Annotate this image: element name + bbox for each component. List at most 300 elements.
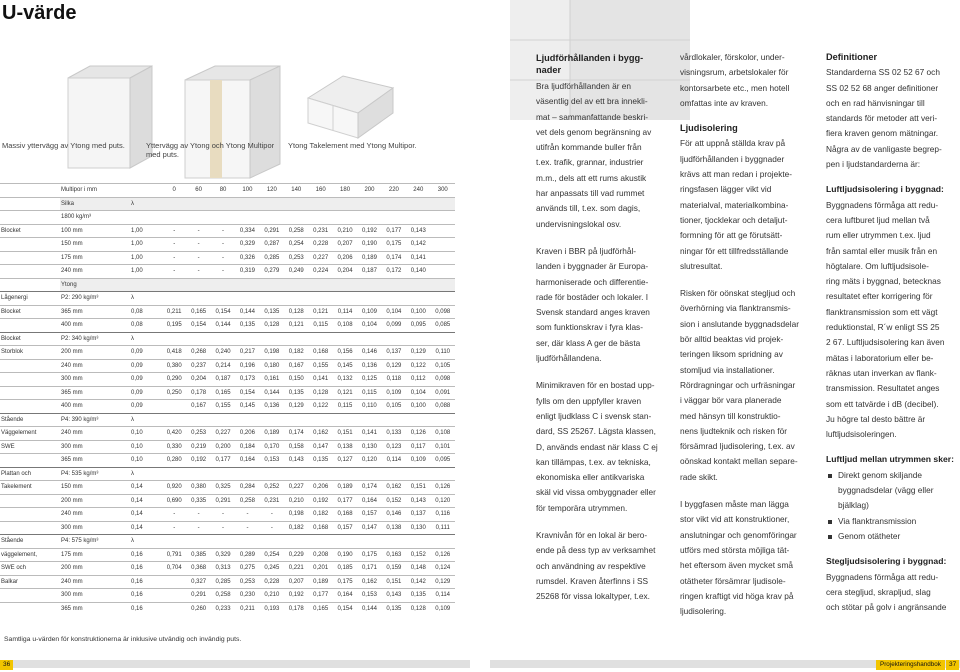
table-cell — [0, 508, 60, 522]
table-cell — [186, 413, 210, 427]
table-cell: Storblok — [0, 346, 60, 360]
table-cell: 0,115 — [333, 400, 357, 414]
text-line: överhörning via flanktransmis- — [680, 303, 791, 314]
text-line: och en rad hänvisningar till — [826, 97, 925, 108]
text-line: stor vikt vid att konstruktioner, — [680, 514, 790, 525]
table-cell: 175 mm — [60, 548, 130, 562]
figure-caption: Yttervägg av Ytong och Ytong Multipor med puts. — [146, 141, 275, 159]
table-cell: 0,175 — [382, 238, 406, 252]
table-cell — [333, 197, 357, 211]
paragraph — [536, 79, 668, 232]
table-cell — [308, 535, 332, 549]
table-cell: Väggelement — [0, 427, 60, 441]
table-cell: 0,187 — [211, 373, 235, 387]
table-cell — [0, 589, 60, 603]
table-cell: 0,174 — [357, 481, 381, 495]
table-cell: 0,114 — [333, 305, 357, 319]
table-cell — [430, 467, 455, 481]
table-cell: 150 mm — [60, 238, 130, 252]
table-cell: 0,14 — [130, 508, 162, 522]
table-cell: 0,088 — [430, 400, 455, 414]
table-cell — [382, 413, 406, 427]
paragraph — [826, 570, 960, 616]
table-row — [0, 562, 455, 576]
table-cell: - — [211, 521, 235, 535]
table-cell: 0,284 — [235, 481, 259, 495]
table-cell — [357, 467, 381, 481]
table-cell — [260, 292, 284, 306]
table-cell: 0,192 — [308, 494, 332, 508]
table-cell: 0,177 — [382, 224, 406, 238]
table-cell: 0,154 — [211, 305, 235, 319]
text-line: SS 02 52 68 anger definitioner — [826, 82, 939, 93]
table-cell — [235, 332, 259, 346]
table-cell — [308, 413, 332, 427]
table-cell: 0,168 — [333, 508, 357, 522]
table-cell — [357, 278, 381, 292]
table-cell — [406, 197, 430, 211]
table-cell — [186, 292, 210, 306]
table-cell: 0,210 — [284, 494, 308, 508]
table-cell — [333, 211, 357, 225]
table-cell: 0,161 — [260, 373, 284, 387]
table-cell: 0,189 — [260, 427, 284, 441]
table-cell: 0,16 — [130, 562, 162, 576]
table-cell: 0,104 — [382, 305, 406, 319]
table-cell: Plattan och — [0, 467, 60, 481]
table-cell: 0,289 — [235, 548, 259, 562]
table-cell — [162, 197, 186, 211]
table-cell — [382, 278, 406, 292]
text-line: materialval, materialkombina- — [680, 199, 789, 210]
table-cell — [284, 278, 308, 292]
table-cell: 0,14 — [130, 494, 162, 508]
table-cell: 0,195 — [162, 319, 186, 333]
table-cell: 0,170 — [260, 440, 284, 454]
table-cell — [382, 211, 406, 225]
paragraph — [680, 136, 812, 274]
table-cell: 0,210 — [333, 224, 357, 238]
table-cell — [211, 211, 235, 225]
table-cell — [430, 251, 455, 265]
table-cell — [0, 211, 60, 225]
table-cell: 0,192 — [357, 224, 381, 238]
table-cell: 0,253 — [186, 427, 210, 441]
table-cell — [406, 278, 430, 292]
table-cell — [162, 602, 186, 616]
table-cell: 0,290 — [162, 373, 186, 387]
text-line: Byggnadens förmåga att redu- — [826, 571, 939, 582]
table-cell: 0,231 — [308, 224, 332, 238]
table-cell: 120 — [260, 184, 284, 198]
text-line: ende på dess typ av verksamhet — [536, 545, 656, 556]
table-cell: - — [186, 508, 210, 522]
table-cell: 0,159 — [382, 562, 406, 576]
table-cell: 0,16 — [130, 575, 162, 589]
table-cell: 0,08 — [130, 319, 162, 333]
table-row — [0, 224, 455, 238]
table-cell: 0,136 — [260, 400, 284, 414]
text-line: t.ex. trafik, grannar, industrier — [536, 157, 644, 168]
table-row — [0, 305, 455, 319]
table-cell: 0,145 — [235, 400, 259, 414]
table-cell: 240 mm — [60, 359, 130, 373]
table-cell: 0,128 — [308, 386, 332, 400]
table-cell: 0,129 — [382, 359, 406, 373]
table-cell: 0,254 — [260, 548, 284, 562]
table-cell: 0,275 — [235, 562, 259, 576]
table-cell: 0,135 — [406, 589, 430, 603]
table-cell: 0,227 — [308, 251, 332, 265]
table-row — [0, 278, 455, 292]
table-cell: 0,157 — [333, 521, 357, 535]
table-cell: λ — [130, 467, 162, 481]
table-cell: 0,177 — [308, 589, 332, 603]
table-cell: 0,245 — [260, 562, 284, 576]
paragraph — [826, 198, 960, 443]
table-cell: 300 mm — [60, 440, 130, 454]
subheading: Luftljud mellan utrymmen sker: — [826, 454, 954, 465]
table-cell: 0,704 — [162, 562, 186, 576]
table-cell: 60 — [186, 184, 210, 198]
paragraph — [680, 497, 812, 619]
table-cell: 0,206 — [308, 481, 332, 495]
table-cell: 0,155 — [308, 359, 332, 373]
text-line: flanktransmission som ett vägt — [826, 306, 938, 317]
text-line: Minimikraven för en bostad upp- — [536, 380, 655, 391]
table-cell — [260, 467, 284, 481]
text-line: mat – sammanfattande beskri- — [536, 111, 649, 122]
table-cell: - — [186, 238, 210, 252]
table-cell — [0, 373, 60, 387]
text-column-3 — [826, 50, 960, 615]
table-cell: 0,253 — [284, 251, 308, 265]
table-cell: 0,190 — [333, 548, 357, 562]
table-cell: 0,175 — [333, 575, 357, 589]
table-row — [0, 427, 455, 441]
table-cell: 0,140 — [406, 265, 430, 279]
table-cell: 0,165 — [308, 602, 332, 616]
table-cell: - — [260, 521, 284, 535]
text-line: I byggfasen måste man lägga — [680, 499, 789, 510]
table-cell: 0,085 — [430, 319, 455, 333]
text-line: Risken för oönskat stegljud och — [680, 288, 796, 299]
text-line: Bra ljudförhållanden är en — [536, 81, 632, 91]
text-line: Några av de vanligaste begrep- — [826, 143, 942, 154]
table-cell: 0,330 — [162, 440, 186, 454]
table-cell: 0,690 — [162, 494, 186, 508]
table-cell — [162, 278, 186, 292]
table-cell — [357, 211, 381, 225]
table-cell: 0,141 — [406, 251, 430, 265]
table-cell: 0,178 — [284, 602, 308, 616]
list-item: Genom otätheter — [826, 529, 960, 544]
text-line: Svensk standard anges kraven — [536, 307, 650, 318]
table-cell: 0,138 — [382, 521, 406, 535]
text-line: och användning av respektive — [536, 560, 646, 571]
table-cell: 0,09 — [130, 346, 162, 360]
table-cell: 0,385 — [186, 548, 210, 562]
table-cell — [0, 238, 60, 252]
table-cell: 0,151 — [406, 481, 430, 495]
table-cell — [130, 211, 162, 225]
table-cell: 0,204 — [186, 373, 210, 387]
table-cell: 0,198 — [284, 508, 308, 522]
section-heading: Ljudförhållanden i bygg- nader — [536, 53, 644, 75]
table-cell: 0,108 — [333, 319, 357, 333]
text-column-2 — [680, 50, 812, 619]
table-cell: 300 mm — [60, 521, 130, 535]
table-cell: 0,162 — [357, 575, 381, 589]
text-line: ringen kraftigt vid höga krav på — [680, 590, 794, 601]
table-cell — [284, 197, 308, 211]
table-cell: 0,137 — [382, 346, 406, 360]
table-cell — [162, 575, 186, 589]
table-cell: 0,115 — [357, 386, 381, 400]
text-line: rade för bostäder och lokaler. I — [536, 291, 649, 302]
table-cell: 0,229 — [284, 548, 308, 562]
table-cell: 1,00 — [130, 224, 162, 238]
table-cell — [284, 292, 308, 306]
table-cell — [284, 332, 308, 346]
table-cell: λ — [130, 197, 162, 211]
table-cell — [308, 278, 332, 292]
table-cell: P2: 290 kg/m³ — [60, 292, 130, 306]
table-cell — [162, 292, 186, 306]
table-cell: 300 — [430, 184, 455, 198]
table-cell — [0, 184, 60, 198]
table-cell: 80 — [211, 184, 235, 198]
text-line: undervisningslokal osv. — [536, 218, 622, 229]
table-cell — [382, 197, 406, 211]
table-cell: Blocket — [0, 305, 60, 319]
table-cell: 0,101 — [430, 440, 455, 454]
table-cell: 0,171 — [357, 562, 381, 576]
table-cell — [0, 278, 60, 292]
table-cell: P4: 535 kg/m³ — [60, 467, 130, 481]
table-cell — [235, 278, 259, 292]
table-cell: 0,137 — [406, 508, 430, 522]
table-cell: λ — [130, 535, 162, 549]
table-cell: 0,143 — [406, 494, 430, 508]
table-cell: 0,120 — [430, 494, 455, 508]
table-cell: 0,211 — [235, 602, 259, 616]
table-row — [0, 319, 455, 333]
table-row — [0, 602, 455, 616]
table-cell: 0,10 — [130, 440, 162, 454]
table-cell: 0,142 — [406, 238, 430, 252]
table-row — [0, 400, 455, 414]
table-cell — [0, 400, 60, 414]
table-cell: 0,228 — [308, 238, 332, 252]
table-cell: 0,115 — [308, 319, 332, 333]
table-cell: 0,144 — [235, 305, 259, 319]
table-cell — [430, 238, 455, 252]
table-row — [0, 413, 455, 427]
table-cell: 0,175 — [357, 548, 381, 562]
text-line: Ju högre tal desto bättre är — [826, 413, 926, 424]
table-cell: 0,126 — [430, 481, 455, 495]
text-line: som ett tatvärde i dB (decibel). — [826, 398, 939, 409]
table-cell: 0,145 — [333, 359, 357, 373]
table-cell — [430, 278, 455, 292]
table-cell — [333, 413, 357, 427]
paragraph — [536, 378, 668, 516]
table-cell: λ — [130, 332, 162, 346]
table-cell: - — [211, 251, 235, 265]
text-line: enligt ljudklass C i svensk stan- — [536, 410, 652, 421]
table-cell — [235, 197, 259, 211]
table-cell: 0,141 — [308, 373, 332, 387]
table-cell — [162, 467, 186, 481]
table-cell: 0,368 — [186, 562, 210, 576]
table-cell: 0,123 — [382, 440, 406, 454]
table-cell — [406, 467, 430, 481]
table-cell — [333, 278, 357, 292]
table-cell: 0,150 — [284, 373, 308, 387]
table-cell — [308, 467, 332, 481]
text-column-1 — [536, 52, 668, 605]
table-cell — [260, 535, 284, 549]
table-cell: 0,167 — [284, 359, 308, 373]
table-cell: 1,00 — [130, 251, 162, 265]
subheading: Luftljudsisolering i byggnad: — [826, 184, 944, 195]
text-line: används till, t.ex. som dagis, — [536, 203, 641, 214]
table-row — [0, 211, 455, 225]
table-cell — [406, 211, 430, 225]
table-cell — [430, 535, 455, 549]
table-cell — [284, 467, 308, 481]
text-line: harmoniserade och differentie- — [536, 276, 649, 287]
table-cell: 0,334 — [235, 224, 259, 238]
table-cell: - — [186, 251, 210, 265]
table-cell — [0, 386, 60, 400]
table-cell: - — [211, 238, 235, 252]
table-cell: 200 mm — [60, 346, 130, 360]
table-cell — [235, 211, 259, 225]
table-cell — [284, 535, 308, 549]
table-row — [0, 265, 455, 279]
table-cell: Balkar — [0, 575, 60, 589]
table-cell: 0,114 — [430, 589, 455, 603]
table-cell: 0,189 — [333, 481, 357, 495]
table-cell: 0,146 — [357, 346, 381, 360]
table-row — [0, 508, 455, 522]
text-line: landen i byggnader är Europa- — [536, 261, 649, 272]
text-line: luftljudsisoleringen. — [826, 429, 897, 440]
page-title-left: U-värde — [2, 2, 77, 24]
table-cell: 0,153 — [260, 454, 284, 468]
text-line: vet dels genom begränsning av — [536, 126, 652, 137]
table-cell: 0,154 — [235, 386, 259, 400]
table-row — [0, 359, 455, 373]
text-line: och stötar på golv i angränsande — [826, 602, 947, 613]
table-cell — [162, 589, 186, 603]
table-cell: 175 mm — [60, 251, 130, 265]
table-cell: 0,14 — [130, 481, 162, 495]
table-cell: - — [211, 224, 235, 238]
table-cell: 240 mm — [60, 427, 130, 441]
table-cell: 0,258 — [284, 224, 308, 238]
table-cell: 0,335 — [186, 494, 210, 508]
table-cell: 0,420 — [162, 427, 186, 441]
table-cell: 0,08 — [130, 305, 162, 319]
text-line: 25268 för vissa lokaltyper, t.ex. — [536, 591, 650, 602]
text-line: slutresultat. — [680, 260, 723, 271]
table-cell: 0,154 — [186, 319, 210, 333]
table-cell: 0,193 — [260, 602, 284, 616]
table-row — [0, 467, 455, 481]
table-cell: 0,291 — [260, 224, 284, 238]
table-cell — [0, 494, 60, 508]
table-cell: 0,217 — [235, 346, 259, 360]
text-line: För att uppnå ställda krav på — [680, 138, 786, 149]
section-heading: Ljudisolering — [680, 123, 738, 134]
table-cell: 0,124 — [430, 562, 455, 576]
table-cell: 0,143 — [382, 589, 406, 603]
table-cell: 0,214 — [211, 359, 235, 373]
table-cell: Blocket — [0, 332, 60, 346]
table-cell: 0,287 — [260, 238, 284, 252]
table-cell: 0,129 — [284, 400, 308, 414]
table-cell: SWE och — [0, 562, 60, 576]
table-cell: λ — [130, 292, 162, 306]
table-cell: 0,112 — [406, 373, 430, 387]
table-cell: 0,147 — [357, 521, 381, 535]
table-cell: 0,206 — [235, 427, 259, 441]
figure-caption: Ytong Takelement med Ytong Multipor. — [288, 141, 417, 150]
table-cell: 0,207 — [333, 238, 357, 252]
table-cell — [260, 413, 284, 427]
table-cell: Multipor i mm — [60, 184, 162, 198]
table-cell: 0,920 — [162, 481, 186, 495]
table-cell: 0,167 — [186, 400, 210, 414]
table-cell: 0,10 — [130, 427, 162, 441]
table-cell: 1800 kg/m³ — [60, 211, 130, 225]
table-cell: väggelement, — [0, 548, 60, 562]
table-cell — [333, 535, 357, 549]
wall-illustration-1 — [60, 58, 160, 183]
table-cell: Takelement — [0, 481, 60, 495]
text-line: räknas utan inverkan av flank- — [826, 367, 937, 378]
table-cell — [186, 211, 210, 225]
table-cell — [430, 265, 455, 279]
table-cell: 0,164 — [333, 589, 357, 603]
text-line: försämrad ljudisolering, t.ex. av — [680, 441, 795, 452]
table-cell: 0,172 — [382, 265, 406, 279]
table-cell: 0,126 — [430, 548, 455, 562]
text-line: teringen liksom spridning av — [680, 349, 783, 360]
table-cell: 0,09 — [130, 400, 162, 414]
table-cell: 200 mm — [60, 562, 130, 576]
table-cell: 0,162 — [308, 427, 332, 441]
table-cell: 0,233 — [211, 602, 235, 616]
table-cell: 0,128 — [284, 305, 308, 319]
table-cell: 0,110 — [357, 400, 381, 414]
table-cell: 0,155 — [211, 400, 235, 414]
table-cell — [260, 197, 284, 211]
table-cell: 0,146 — [382, 508, 406, 522]
table-cell: 0,187 — [357, 265, 381, 279]
table-cell: 1,00 — [130, 265, 162, 279]
text-line: som funktionskrav i fyra klas- — [536, 322, 643, 333]
table-cell: 0,313 — [211, 562, 235, 576]
text-line: Standarderna SS 02 52 67 och — [826, 67, 940, 78]
text-line: från samtal eller musik från en — [826, 245, 938, 256]
table-cell: 0,128 — [406, 602, 430, 616]
table-cell: 0,135 — [235, 319, 259, 333]
text-line: m.m., dels att ett rums akustik — [536, 172, 647, 183]
